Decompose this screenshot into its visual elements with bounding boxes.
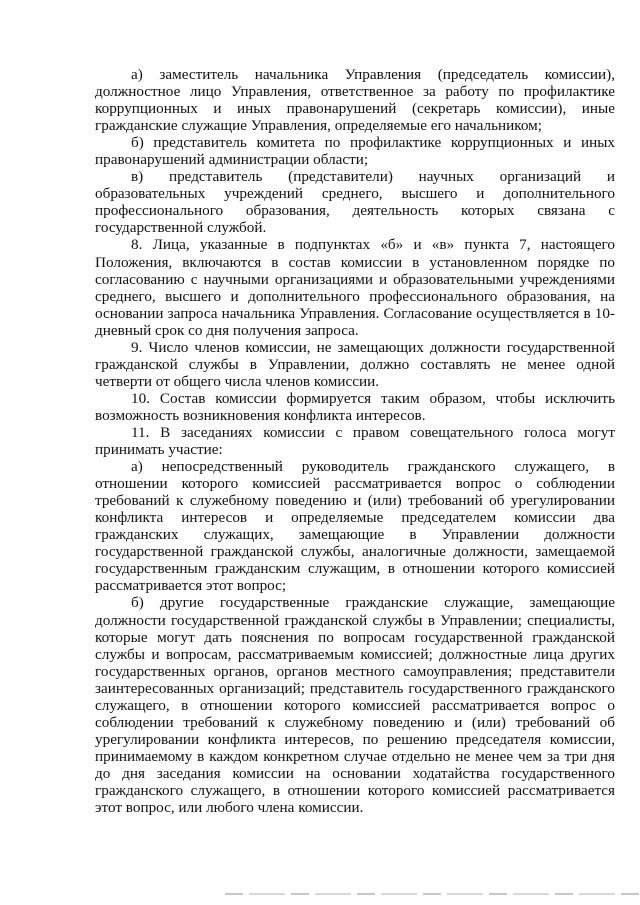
- paragraph-10: 10. Состав комиссии формируется таким образом, чтобы исключить возможность возникновения конфликта интересов.: [95, 389, 615, 424]
- document-body: [95, 66, 615, 816]
- paragraph-7a: а) заместитель начальника Управления (председатель комиссии), должностное лицо Управления, ответственное за работу по профилактике коррупционных и иных правонарушений (секретарь комиссии), иные гражданские служащие Управления, определяемые его начальником;: [95, 66, 615, 135]
- paragraph-11b: б) другие государственные гражданские служащие, замещающие должности государственной гражданской службы в Управлении; специалисты, которые могут дать пояснения по вопросам государственной гражданской службы и вопросам, рассматриваемым комиссией; должностные лица других государственных органов, органов местного самоуправления; представители заинтересованных организаций; представитель государственного гражданского служащего, в отношении которого комиссией рассматривается вопрос о соблюдении требований к служебному поведению и (или) требований об урегулировании конфликта интересов, по решению председателя комиссии, принимаемому в каждом конкретном случае отдельно не менее чем за три дня до дня заседания комиссии на основании ходатайства государственного гражданского служащего, в отношении которого комиссией рассматривается этот вопрос, или любого члена комиссии.: [95, 594, 615, 817]
- paragraph-7b: б) представитель комитета по профилактике коррупционных и иных правонарушений администрации области;: [95, 134, 615, 169]
- paragraph-11: 11. В заседаниях комиссии с правом совещательного голоса могут принимать участие:: [95, 423, 615, 459]
- paragraph-8: 8. Лица, указанные в подпунктах «б» и «в» пункта 7, настоящего Положения, включаются в состав комиссии в установленном порядке по согласованию с научными организациями и образовательными учреждениями среднего, высшего и дополнительного профессионального образования, на основании запроса начальника Управления. Согласование осуществляется в 10-дневный срок со дня получения запроса.: [95, 236, 615, 339]
- paragraph-11a: а) непосредственный руководитель гражданского служащего, в отношении которого комиссией рассматривается вопрос о соблюдении требований к служебному поведению и (или) требований об урегулировании конфликта интересов и определяемые председателем комиссии два гражданских служащих, замещающие в Управлении должности государственной гражданской службы, аналогичные должности, замещаемой государственным гражданским служащим, в отношении которого комиссией рассматривается этот вопрос;: [95, 458, 615, 595]
- scan-edge-artifact: [225, 893, 640, 895]
- paragraph-7v: в) представитель (представители) научных организаций и образовательных учреждений среднего, высшего и дополнительного профессионального образования, деятельность которых связана с государственной службой.: [95, 168, 615, 237]
- paragraph-9: 9. Число членов комиссии, не замещающих должности государственной гражданской службы в Управлении, должно составлять не менее одной четверти от общего числа членов комиссии.: [95, 338, 615, 390]
